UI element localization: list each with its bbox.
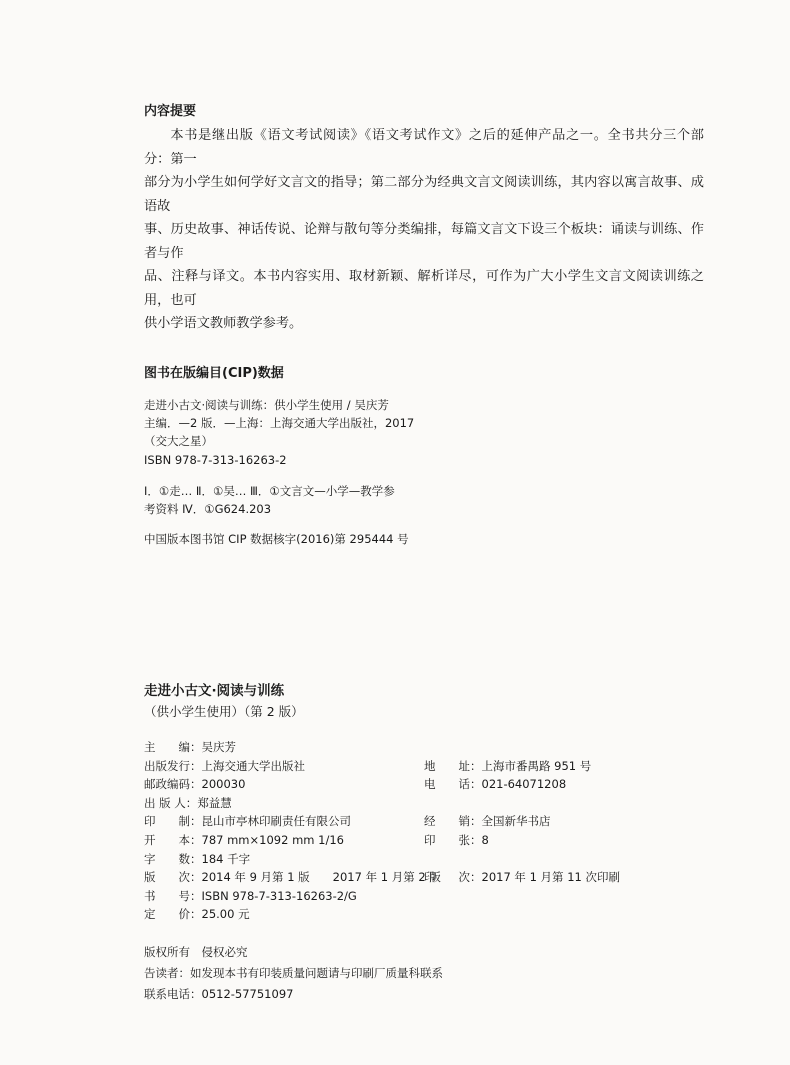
colophon-row — [144, 757, 704, 776]
notice-section — [144, 942, 704, 1005]
field-label: 版 次： — [144, 870, 202, 885]
field-value: 上海市番禺路 951 号 — [481, 758, 592, 773]
field-label: 字 数： — [144, 851, 202, 866]
colophon-row — [144, 887, 704, 906]
colophon-section — [144, 680, 704, 924]
summary-line: 事、历史故事、神话传说、论辩与散句等分类编排，每篇文言文下设三个板块：诵读与训练、作者与作 — [144, 222, 704, 261]
summary-line: 本书是继出版《语文考试阅读》《语文考试作文》之后的延伸产品之一。全书共分三个部分：第一 — [144, 128, 704, 167]
field-value: 8 — [481, 832, 489, 847]
field-value: 郑益慧 — [197, 795, 232, 810]
field-label: 出 版 人： — [144, 795, 198, 810]
summary-paragraph — [144, 124, 704, 336]
field-value: ISBN 978-7-313-16263-2/G — [201, 888, 357, 903]
field-value: 2014 年 9 月第 1 版 2017 年 1 月第 2 版 — [201, 870, 441, 885]
reader-notice: 告读者：如发现本书有印装质量问题请与印刷厂质量科联系 — [144, 966, 443, 980]
cip-line: ISBN 978-7-313-16263-2 — [144, 452, 287, 467]
field-value: 全国新华书店 — [481, 814, 551, 829]
field-value: 昆山市亭林印刷责任有限公司 — [201, 814, 351, 829]
field-label: 出版发行： — [144, 758, 202, 773]
colophon-row — [144, 831, 704, 850]
colophon-row — [144, 775, 704, 794]
cip-section — [144, 366, 704, 548]
field-label: 电 话： — [424, 777, 482, 792]
summary-line: 品、注释与译文。本书内容实用、取材新颖、解析详尽，可作为广大小学生文言文阅读训练之用，也可 — [144, 269, 704, 308]
book-subtitle: （供小学生使用）（第 2 版） — [144, 704, 304, 719]
cip-record: 中国版本图书馆 CIP 数据核字(2016)第 295444 号 — [144, 532, 409, 547]
field-value: 吴庆芳 — [201, 740, 236, 754]
colophon-row — [144, 794, 704, 813]
cip-line: 主编．—2 版．—上海：上海交通大学出版社，2017 — [144, 416, 415, 431]
copyright-notice: 版权所有 侵权必究 — [144, 945, 248, 959]
cip-line: 走进小古文·阅读与训练：供小学生使用 / 吴庆芳 — [144, 398, 389, 412]
field-value: 2017 年 1 月第 11 次印刷 — [481, 870, 620, 885]
field-value: 上海交通大学出版社 — [201, 758, 305, 773]
field-label: 主 编： — [144, 740, 202, 754]
field-value: 200030 — [201, 777, 246, 792]
field-label: 开 本： — [144, 832, 202, 847]
summary-line: 部分为小学生如何学好文言文的指导；第二部分为经典文言文阅读训练，其内容以寓言故事、成语故 — [144, 175, 704, 214]
field-value: 184 千字 — [201, 851, 251, 866]
field-label: 印 制： — [144, 814, 202, 829]
contact-phone: 联系电话：0512-57751097 — [144, 987, 294, 1001]
field-label: 定 价： — [144, 907, 202, 922]
colophon-row — [144, 850, 704, 869]
field-label: 经 销： — [424, 814, 482, 829]
field-value: 787 mm×1092 mm 1/16 — [201, 832, 344, 847]
summary-section — [144, 104, 704, 336]
field-label: 印 次： — [424, 870, 482, 885]
field-value: 021-64071208 — [481, 777, 567, 792]
field-label: 书 号： — [144, 888, 202, 903]
book-title: 走进小古文·阅读与训练 — [144, 683, 285, 699]
colophon-row — [144, 868, 704, 887]
cip-class-line: 考资料 Ⅳ．①G624.203 — [144, 502, 272, 517]
summary-line: 供小学语文教师教学参考。 — [144, 316, 303, 331]
cip-class-line: Ⅰ．①走… Ⅱ．①吴… Ⅲ．①文言文—小学—教学参 — [144, 483, 395, 498]
cip-line: （交大之星） — [144, 434, 213, 449]
summary-heading: 内容提要 — [144, 104, 197, 119]
colophon-row — [144, 812, 704, 831]
cip-heading: 图书在版编目(CIP)数据 — [144, 366, 284, 381]
colophon-row — [144, 905, 704, 924]
colophon-row — [144, 738, 704, 757]
field-label: 地 址： — [424, 758, 482, 773]
field-value: 25.00 元 — [201, 907, 250, 922]
field-label: 印 张： — [424, 832, 482, 847]
field-label: 邮政编码： — [144, 777, 202, 792]
colophon-table — [144, 738, 704, 924]
